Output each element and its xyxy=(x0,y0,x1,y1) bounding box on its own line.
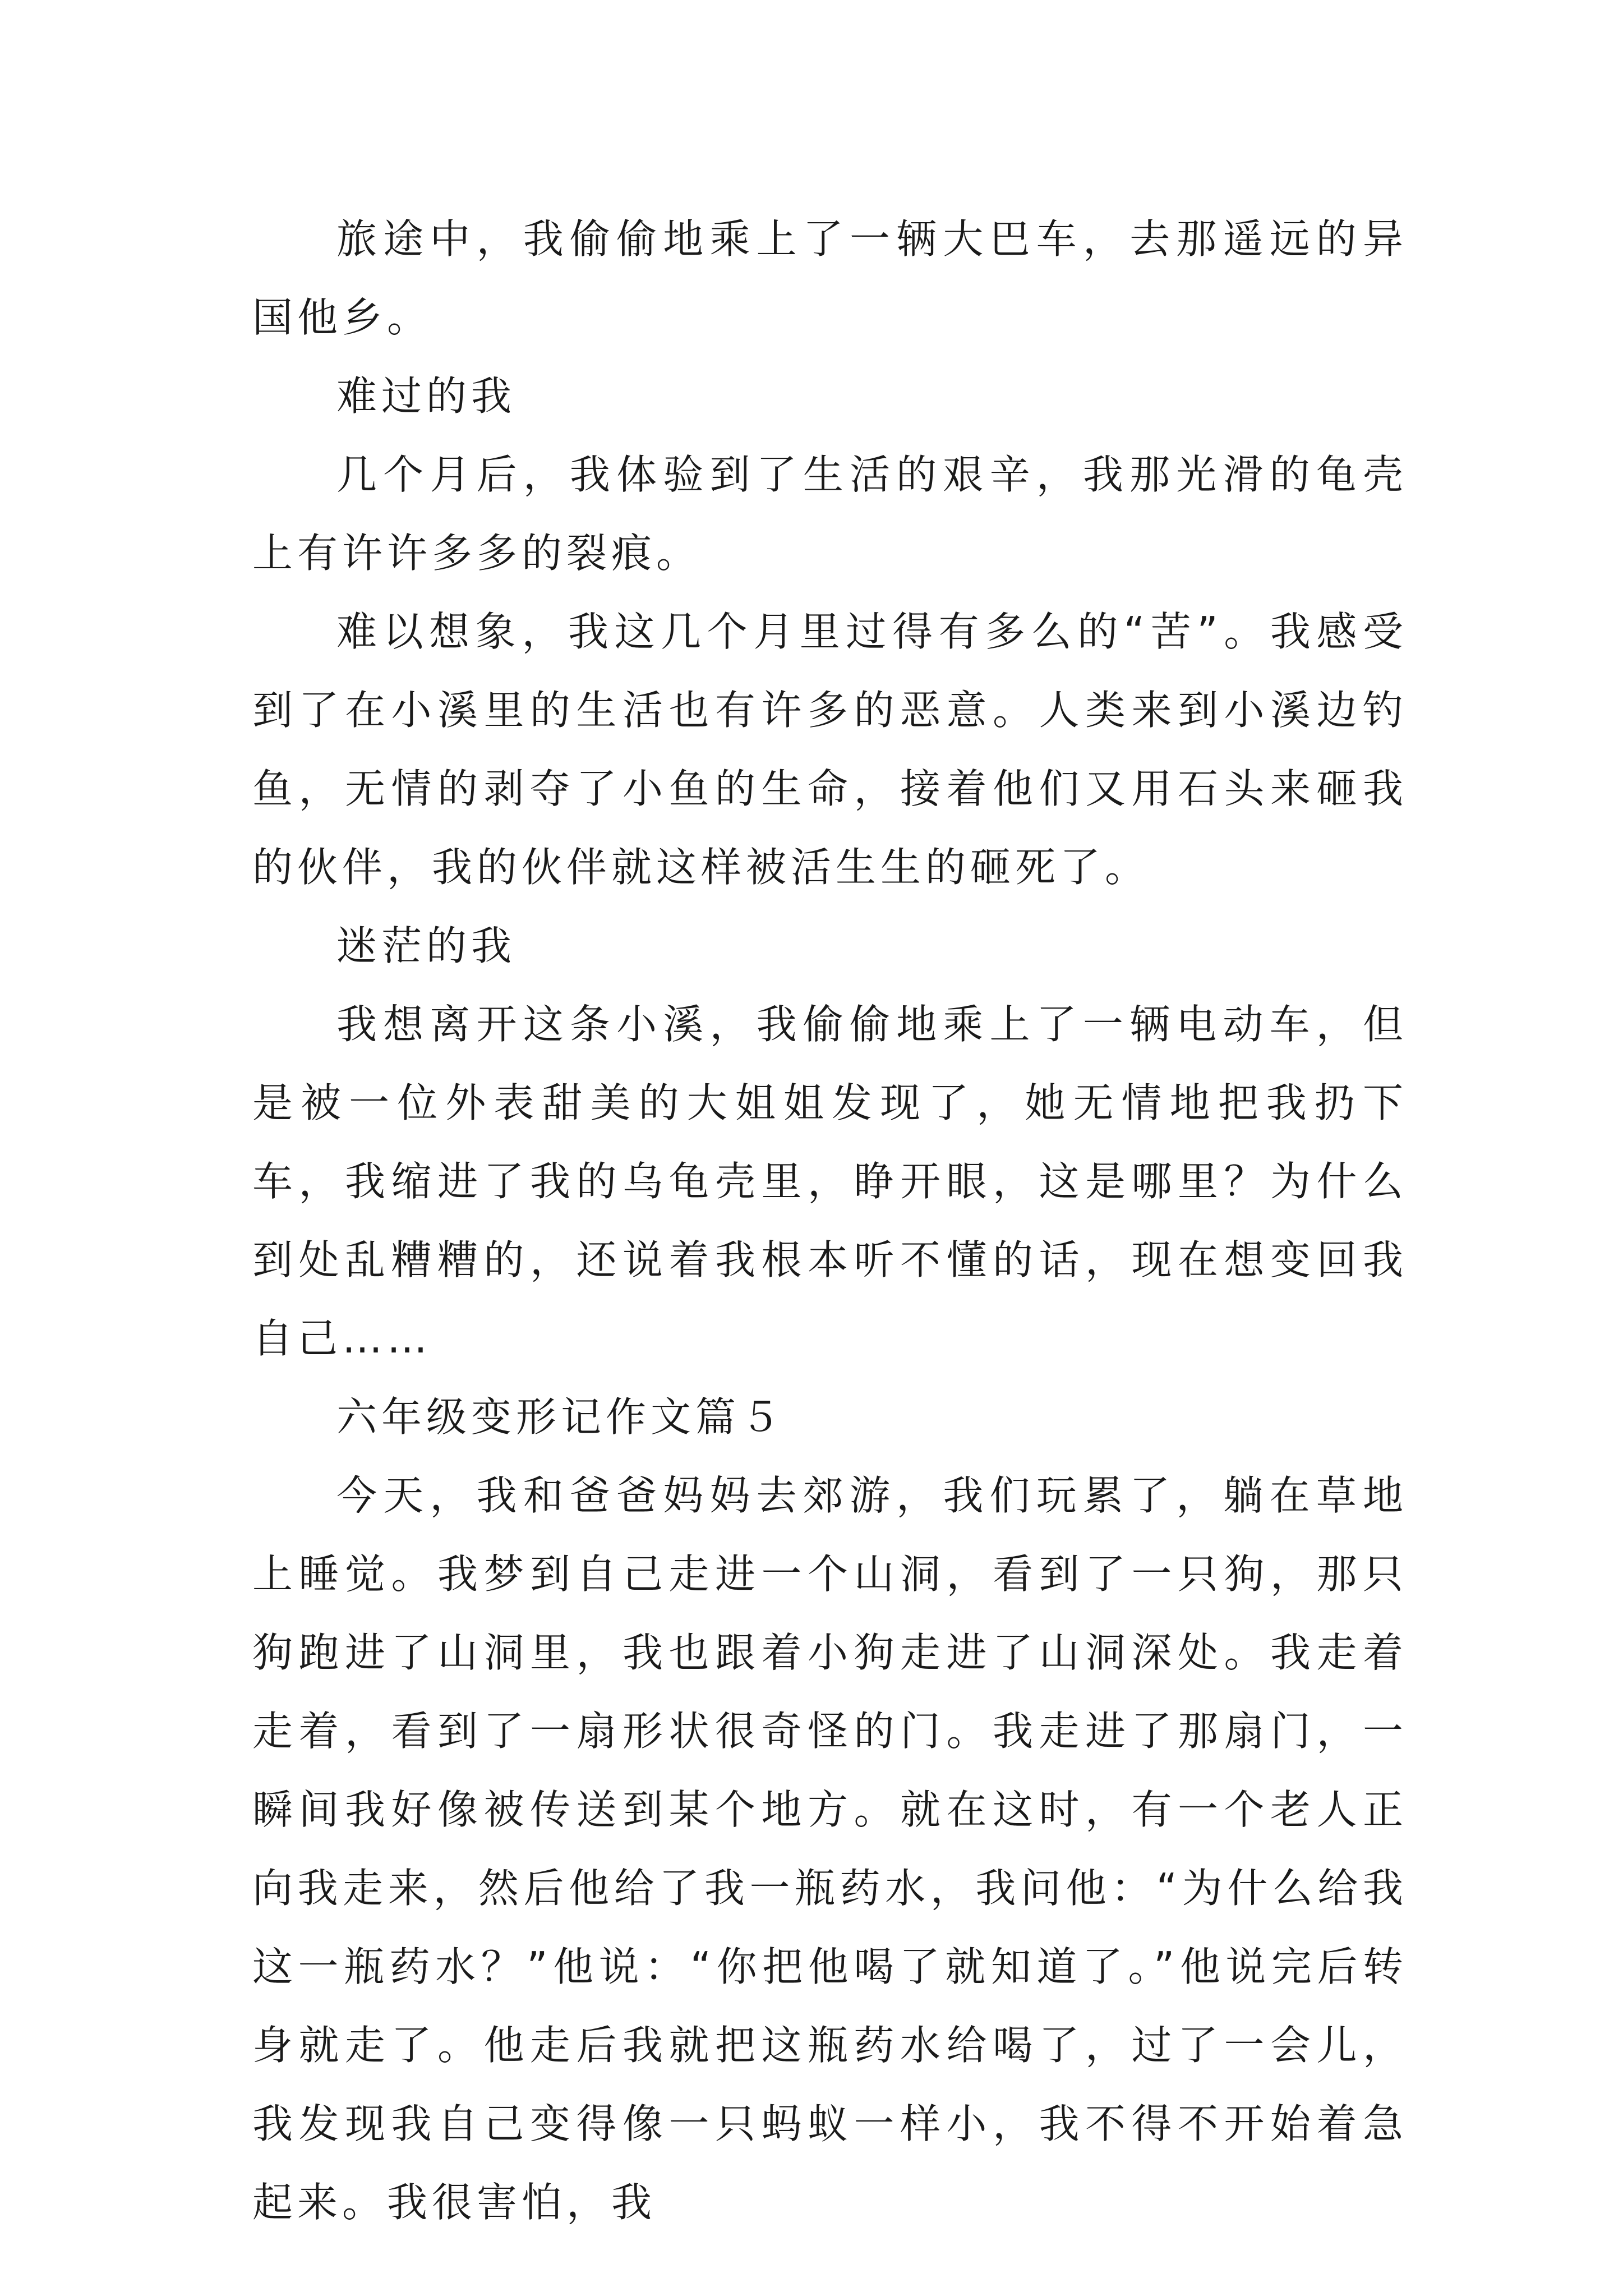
paragraph: 今天，我和爸爸妈妈去郊游，我们玩累了，躺在草地上睡觉。我梦到自己走进一个山洞，看到了一只狗，那只狗跑进了山洞里，我也跟着小狗走进了山洞深处。我走着走着，看到了一扇形状很奇怪的门。我走进了那扇门，一瞬间我好像被传送到某个地方。就在这时，有一个老人正向我走来，然后他给了我一瓶药水，我问他：“为什么给我这一瓶药水？”他说：“你把他喝了就知道了。”他说完后转身就走了。他走后我就把这瓶药水给喝了，过了一会儿，我发现我自己变得像一只蚂蚁一样小，我不得不开始着急起来。我很害怕，我 xyxy=(252,1472,1408,2226)
document-body xyxy=(252,200,1408,2242)
section-heading: 难过的我 xyxy=(336,372,517,420)
paragraph: 旅途中，我偷偷地乘上了一辆大巴车，去那遥远的异国他乡。 xyxy=(252,215,1408,341)
paragraph: 我想离开这条小溪，我偷偷地乘上了一辆电动车，但是被一位外表甜美的大姐姐发现了，她无情地把我扔下车，我缩进了我的乌龟壳里，睁开眼，这是哪里？为什么到处乱糟糟的，还说着我根本听不懂的话，现在想变回我自己…… xyxy=(252,1001,1408,1362)
paragraph: 几个月后，我体验到了生活的艰辛，我那光滑的龟壳上有许许多多的裂痕。 xyxy=(252,451,1408,577)
paragraph: 难以想象，我这几个月里过得有多么的“苦”。我感受到了在小溪里的生活也有许多的恶意。人类来到小溪边钓鱼，无情的剥夺了小鱼的生命，接着他们又用石头来砸我的伙伴，我的伙伴就这样被活生生的砸死了。 xyxy=(252,608,1408,891)
section-heading: 迷茫的我 xyxy=(336,922,517,969)
section-heading: 六年级变形记作文篇５ xyxy=(336,1393,786,1441)
